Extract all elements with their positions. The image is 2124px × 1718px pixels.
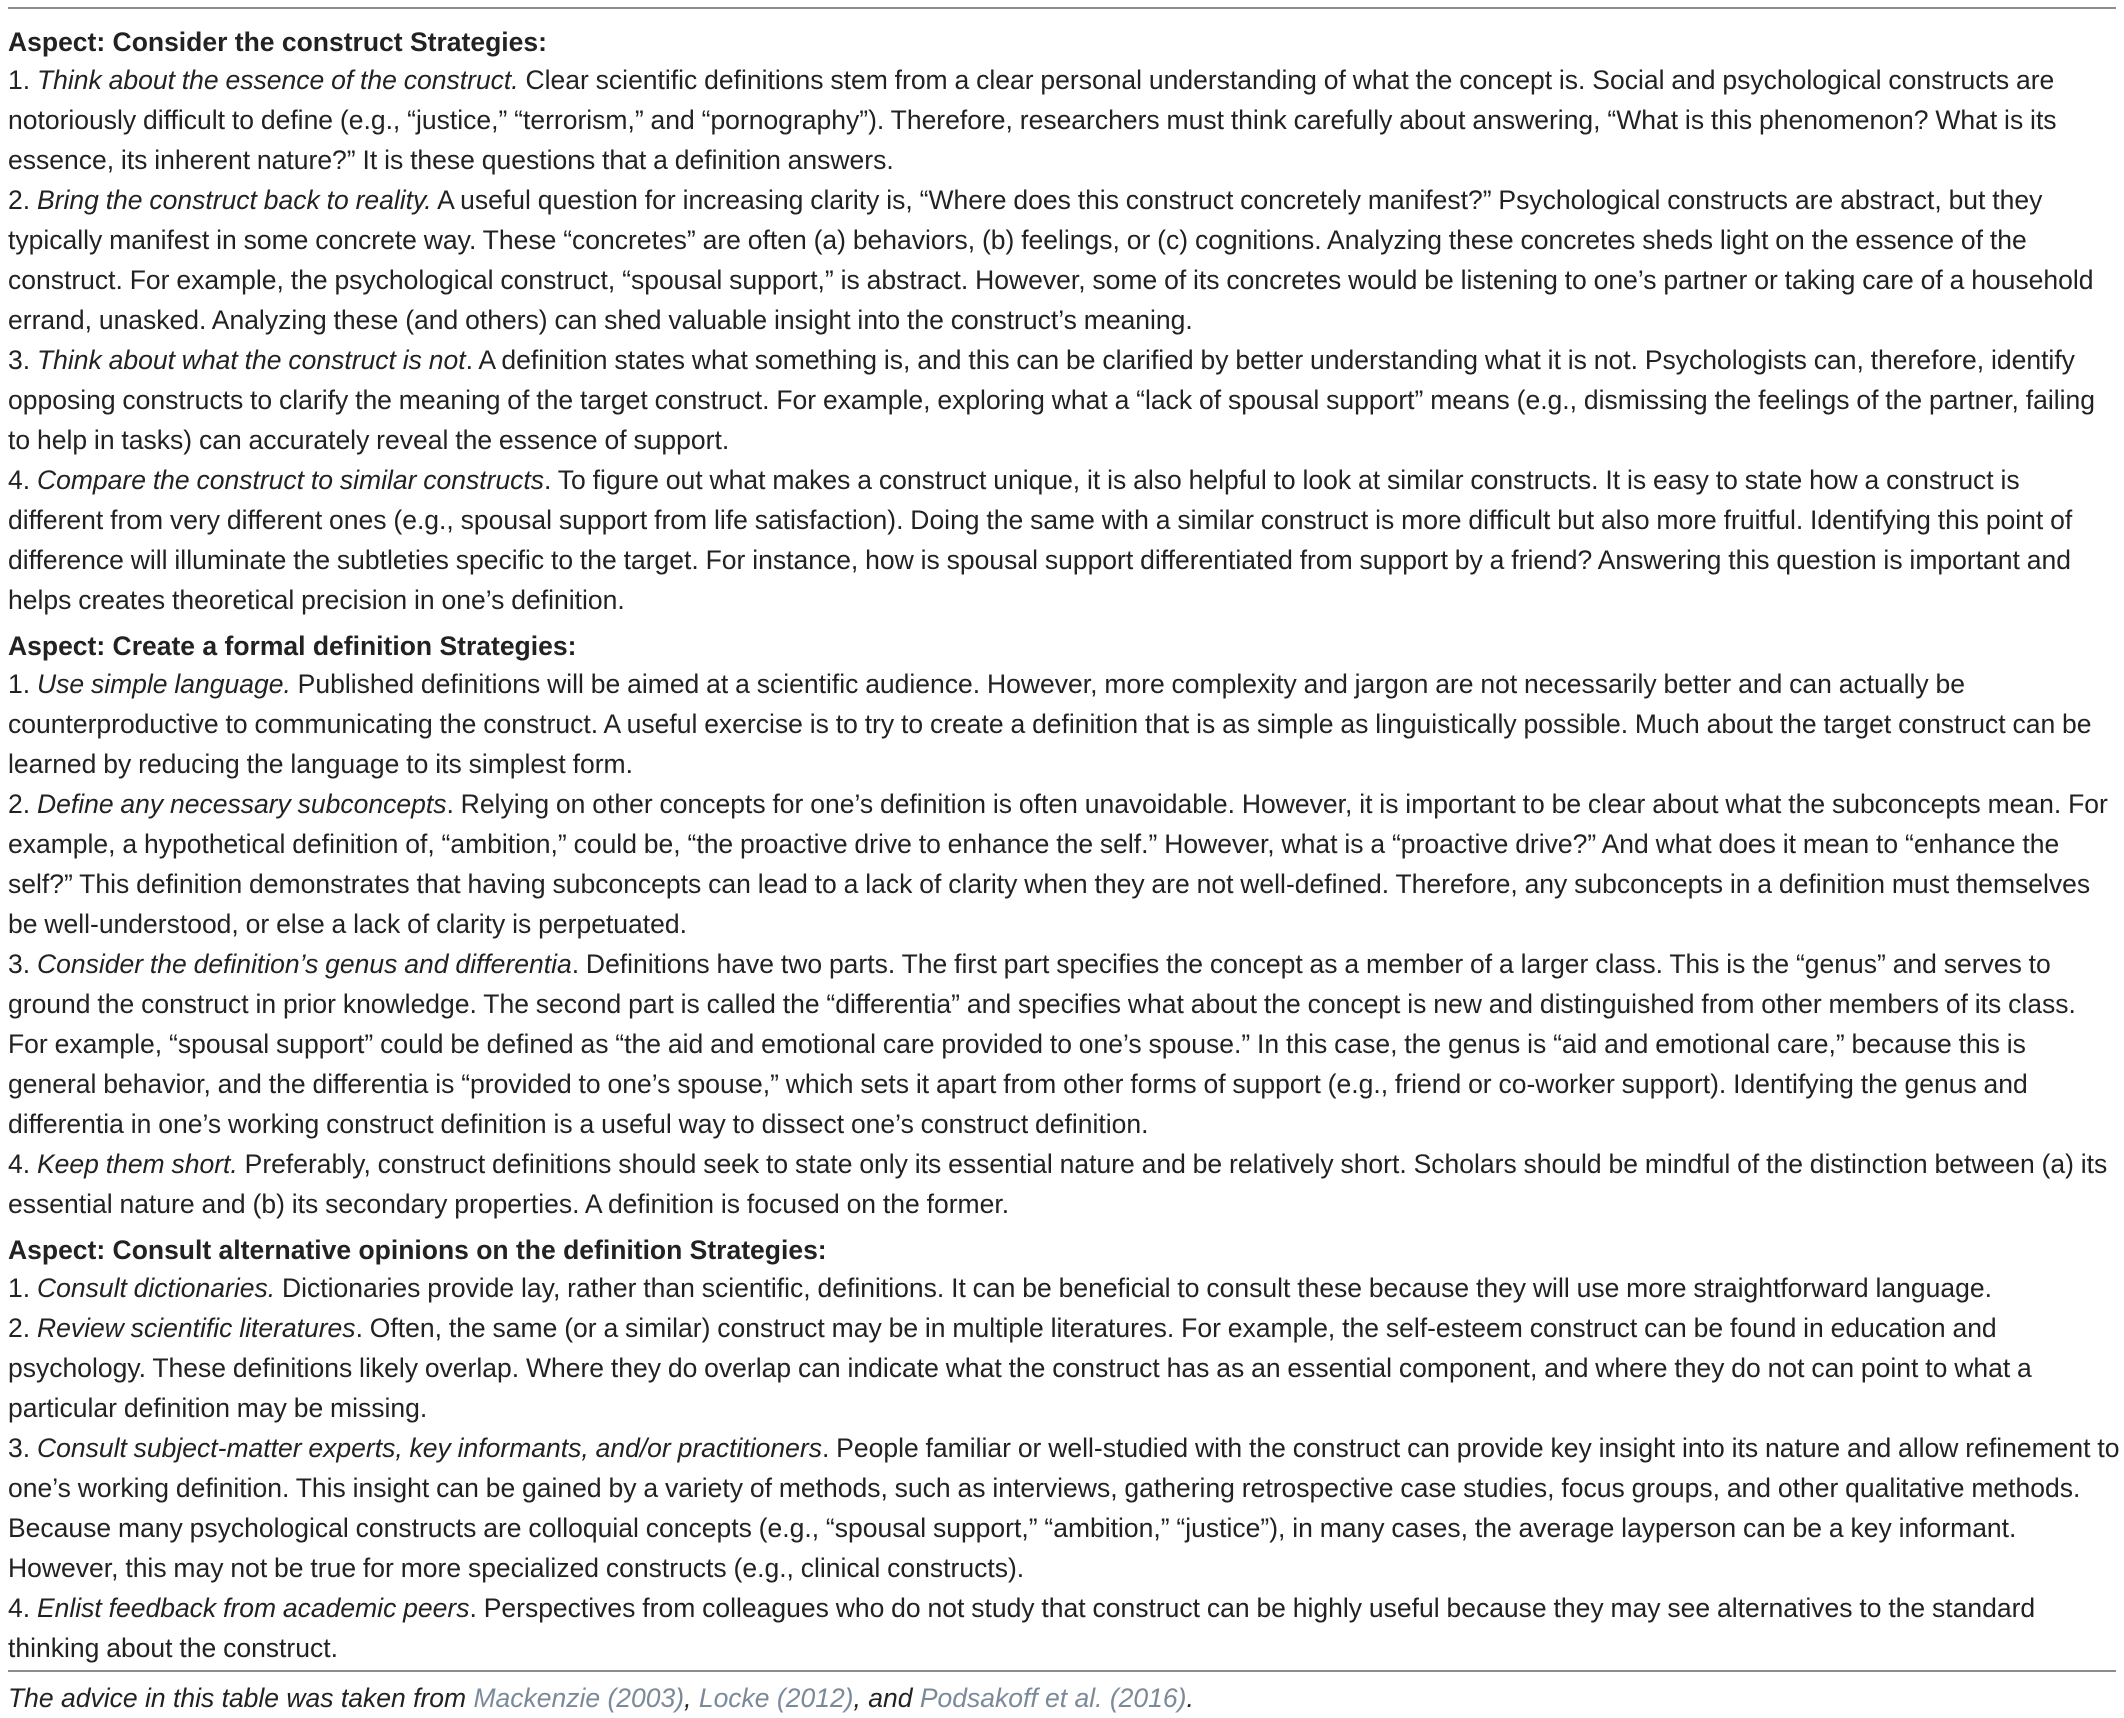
item-number: 3. [8,1433,37,1463]
item-lead: Consult dictionaries. [36,1273,276,1303]
footnote-separator: , [684,1683,699,1713]
section-heading-formal-definition: Aspect: Create a formal definition Strategies: [8,631,577,661]
item-body: . A definition states what something is, and this can be clarified by better understanding what it is not. Psychologists can, therefore, identify opposing constructs to clarify the meaning of the target construct. For example, exploring what a “lack of spousal support” means (e.g., dismissing the feelings of the partner, failing to help in tasks) can accurately reveal the essence of support. [8,345,2095,455]
strategy-item [8,60,2120,180]
item-lead: Keep them short. [36,1149,238,1179]
footnote-separator: , and [853,1683,920,1713]
section-heading-alternative-opinions: Aspect: Consult alternative opinions on the definition Strategies: [8,1235,827,1265]
table-bottom-rule [8,1670,2116,1672]
item-number: 1. [8,669,37,699]
item-lead: Think about what the construct is not [36,345,466,375]
item-body: Dictionaries provide lay, rather than scientific, definitions. It can be beneficial to consult these because they will use more straightforward language. [275,1273,1992,1303]
strategy-item [8,944,2120,1144]
item-lead: Think about the essence of the construct. [36,65,519,95]
strategy-item [8,1144,2120,1224]
item-lead: Define any necessary subconcepts [36,789,447,819]
item-number: 2. [8,185,37,215]
citation-link-locke[interactable]: Locke (2012) [698,1683,854,1713]
table-footnote [8,1678,1194,1718]
table-top-rule [8,7,2116,9]
item-body: Preferably, construct definitions should seek to state only its essential nature and be relatively short. Scholars should be mindful of the distinction between (a) its essential nature and (b) its secondary properties. A definition is focused on the former. [8,1149,2108,1219]
strategy-item [8,664,2120,784]
item-body: . Perspectives from colleagues who do not study that construct can be highly useful because they may see alternatives to the standard thinking about the construct. [8,1593,2036,1663]
item-lead: Compare the construct to similar constructs [36,465,545,495]
item-lead: Use simple language. [36,669,291,699]
strategy-item [8,340,2120,460]
section-heading-consider: Aspect: Consider the construct Strategies: [8,27,547,57]
item-body: Clear scientific definitions stem from a clear personal understanding of what the concept is. Social and psychological constructs are notoriously difficult to define (e.g., “justice,” “terrorism,” and “pornography”). Therefore, researchers must think carefully about answering, “What is this phenomenon? What is its essence, its inherent nature?” It is these questions that a definition answers. [8,65,2057,175]
strategy-item [8,180,2120,340]
item-number: 4. [8,1593,37,1623]
item-lead: Review scientific literatures [36,1313,356,1343]
item-number: 2. [8,789,37,819]
item-lead: Consider the definition’s genus and differentia [36,949,572,979]
strategy-item [8,1588,2120,1668]
item-number: 4. [8,465,37,495]
citation-link-podsakoff[interactable]: Podsakoff et al. (2016) [919,1683,1187,1713]
item-number: 1. [8,1273,37,1303]
item-body: . Often, the same (or a similar) construct may be in multiple literatures. For example, the self-esteem construct can be found in education and psychology. These definitions likely overlap. Where they do overlap can indicate what the construct has as an essential component, and where they do not can point to what a particular definition may be missing. [8,1313,2032,1423]
strategy-item [8,1428,2120,1588]
item-body: A useful question for increasing clarity is, “Where does this construct concretely manifest?” Psychological constructs are abstract, but they typically manifest in some concrete way. These “concretes” are often (a) behaviors, (b) feelings, or (c) cognitions. Analyzing these concretes sheds light on the essence of the construct. For example, the psychological construct, “spousal support,” is abstract. However, some of its concretes would be listening to one’s partner or taking care of a household errand, unasked. Analyzing these (and others) can shed valuable insight into the construct’s meaning. [8,185,2094,335]
item-body: . Relying on other concepts for one’s definition is often unavoidable. However, it is important to be clear about what the subconcepts mean. For example, a hypothetical definition of, “ambition,” could be, “the proactive drive to enhance the self.” However, what is a “proactive drive?” And what does it mean to “enhance the self?” This definition demonstrates that having subconcepts can lead to a lack of clarity when they are not well-defined. Therefore, any subconcepts in a definition must themselves be well-understood, or else a lack of clarity is perpetuated. [8,789,2108,939]
strategy-item [8,784,2120,944]
strategy-item [8,1268,2120,1308]
item-body: . To figure out what makes a construct unique, it is also helpful to look at similar constructs. It is easy to state how a construct is different from very different ones (e.g., spousal support from life satisfaction). Doing the same with a similar construct is more difficult but also more fruitful. Identifying this point of difference will illuminate the subtleties specific to the target. For instance, how is spousal support differentiated from support by a friend? Answering this question is important and helps creates theoretical precision in one’s definition. [8,465,2073,615]
footnote-suffix: . [1186,1683,1194,1713]
item-body: . People familiar or well-studied with the construct can provide key insight into its nature and allow refinement to one’s working definition. This insight can be gained by a variety of methods, such as interviews, gathering retrospective case studies, focus groups, and other qualitative methods. Because many psychological constructs are colloquial concepts (e.g., “spousal support,” “ambition,” “justice”), in many cases, the average layperson can be a key informant. However, this may not be true for more specialized constructs (e.g., clinical constructs). [8,1433,2120,1583]
footnote-prefix: The advice in this table was taken from [8,1683,474,1713]
citation-link-mackenzie[interactable]: Mackenzie (2003) [473,1683,685,1713]
strategy-item [8,1308,2120,1428]
item-number: 3. [8,949,37,979]
item-lead: Enlist feedback from academic peers [36,1593,470,1623]
item-number: 2. [8,1313,37,1343]
item-lead: Consult subject-matter experts, key informants, and/or practitioners [36,1433,822,1463]
strategy-item [8,460,2120,620]
table-body [8,14,2120,1668]
item-number: 1. [8,65,37,95]
item-body: . Definitions have two parts. The first part specifies the concept as a member of a larger class. This is the “genus” and serves to ground the construct in prior knowledge. The second part is called the “differentia” and specifies what about the concept is new and distinguished from other members of its class. For example, “spousal support” could be defined as “the aid and emotional care provided to one’s spouse.” In this case, the genus is “aid and emotional care,” because this is general behavior, and the differentia is “provided to one’s spouse,” which sets it apart from other forms of support (e.g., friend or co-worker support). Identifying the genus and differentia in one’s working construct definition is a useful way to dissect one’s construct definition. [8,949,2076,1139]
item-number: 4. [8,1149,37,1179]
item-body: Published definitions will be aimed at a scientific audience. However, more complexity and jargon are not necessarily better and can actually be counterproductive to communicating the construct. A useful exercise is to try to create a definition that is as simple as linguistically possible. Much about the target construct can be learned by reducing the language to its simplest form. [8,669,2092,779]
item-number: 3. [8,345,37,375]
item-lead: Bring the construct back to reality. [36,185,432,215]
